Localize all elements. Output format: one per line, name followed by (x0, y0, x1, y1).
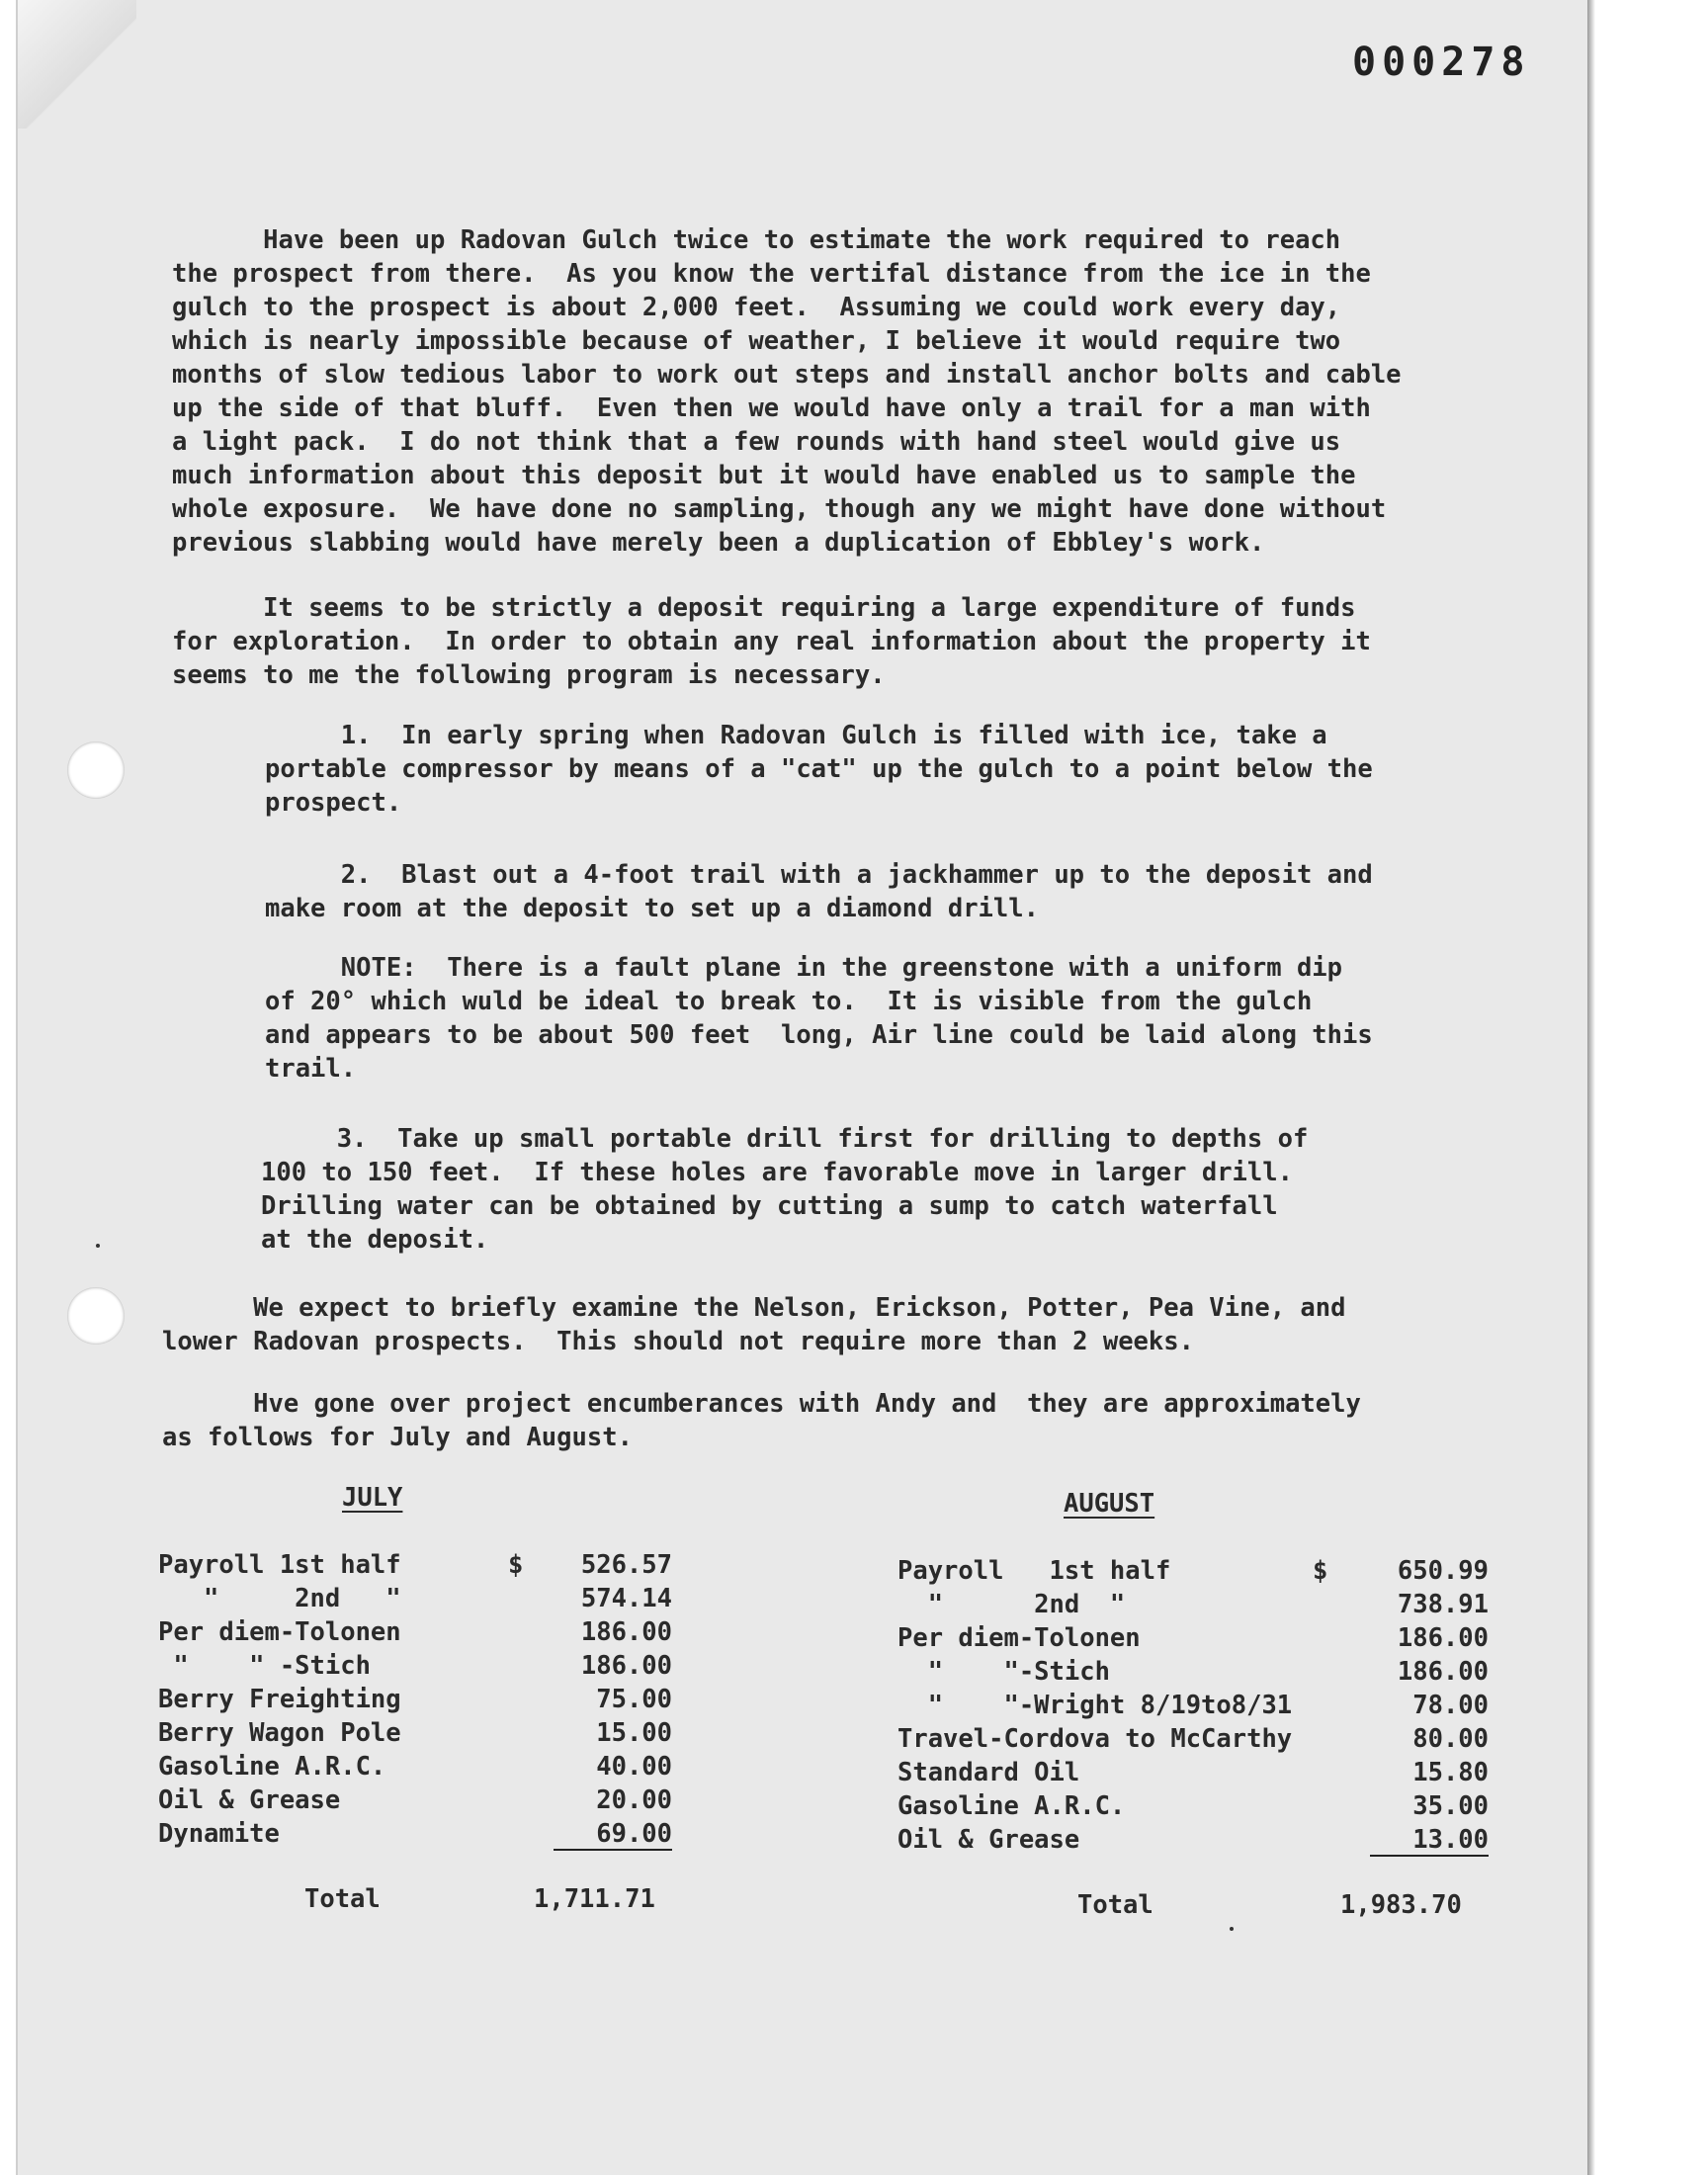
july-row-currency: $ (508, 1550, 524, 1580)
paragraph-gulch-estimate: Have been up Radovan Gulch twice to estimate the work required to reach the prospect from there. As you know the vertifal distance from the ice in the gulch to the prospect is about 2,000 feet. Assuming we could work every day, which is nearly impossible because of weather, I believe it would require two months of slow tedious labor to work out steps and install anchor bolts and cable up the side of that bluff. Even then we would have only a trail for a man with a light pack. I do not think that a few rounds with hand steel would give us much information about this deposit but it would have enabled us to sample the whole exposure. We have done no sampling, though any we might have done without previous slabbing would have merely been a duplication of Ebbley's work. (172, 225, 1402, 558)
punch-hole (67, 1287, 125, 1345)
august-row-label: " "-Wright 8/19to8/31 (897, 1691, 1293, 1720)
august-row-amount: 186.00 (1397, 1623, 1489, 1653)
august-row-amount: 15.80 (1412, 1758, 1489, 1787)
august-row-label: " 2nd " (897, 1590, 1126, 1619)
july-row-amount: 526.57 (580, 1550, 672, 1580)
august-total-label: Total (1077, 1890, 1153, 1920)
july-row-amount: 574.14 (580, 1584, 672, 1613)
program-item-3: 3. Take up small portable drill first for drilling to depths of 100 to 150 feet. If these holes are favorable move in larger drill. Drilling water can be obtained by cutting a sump to catch waterfall at the deposit. (261, 1124, 1309, 1255)
july-row-amount: 20.00 (596, 1785, 672, 1815)
august-row-label: Payroll 1st half (897, 1556, 1171, 1586)
july-row (158, 1651, 682, 1685)
august-row (897, 1623, 1498, 1657)
august-row-amount: 186.00 (1397, 1657, 1489, 1687)
august-row-amount: 78.00 (1412, 1691, 1489, 1720)
august-row (897, 1590, 1498, 1623)
august-row-amount: 650.99 (1397, 1556, 1489, 1586)
july-table (158, 1483, 692, 1938)
august-row-amount: 80.00 (1412, 1724, 1489, 1754)
august-row-label: Gasoline A.R.C. (897, 1791, 1126, 1821)
august-row (897, 1758, 1498, 1791)
july-row (158, 1752, 682, 1785)
august-row (897, 1825, 1498, 1859)
august-total-amount: 1,983.70 (1340, 1890, 1462, 1920)
july-row (158, 1584, 682, 1617)
july-row-label: Dynamite (158, 1819, 280, 1849)
august-row (897, 1724, 1498, 1758)
july-heading: JULY (342, 1483, 403, 1513)
july-row-label: " " -Stich (158, 1651, 371, 1681)
august-row-label: " "-Stich (897, 1657, 1110, 1687)
august-row-amount: 13.00 (1370, 1825, 1489, 1857)
ink-speck (96, 1244, 100, 1248)
july-row-amount: 15.00 (596, 1718, 672, 1748)
july-row-amount: 40.00 (596, 1752, 672, 1782)
july-row-amount: 75.00 (596, 1685, 672, 1714)
july-row-amount: 186.00 (580, 1617, 672, 1647)
august-row-amount: 738.91 (1397, 1590, 1489, 1619)
august-row-currency: $ (1313, 1556, 1328, 1586)
paragraph-deposit-program: It seems to be strictly a deposit requiring a large expenditure of funds for exploration. In order to obtain any real information about the property it seems to me the following program is necessary. (172, 593, 1371, 690)
july-row (158, 1685, 682, 1718)
program-item-1: 1. In early spring when Radovan Gulch is filled with ice, take a portable compressor by means of a "cat" up the gulch to a point below the prospect. (265, 721, 1373, 818)
july-row (158, 1617, 682, 1651)
punch-hole (67, 741, 125, 799)
july-row-label: Gasoline A.R.C. (158, 1752, 386, 1782)
august-row-label: Per diem-Tolonen (897, 1623, 1141, 1653)
july-row-label: Berry Wagon Pole (158, 1718, 401, 1748)
july-total-amount: 1,711.71 (534, 1884, 655, 1914)
july-row-amount: 186.00 (580, 1651, 672, 1681)
paragraph-prospects: We expect to briefly examine the Nelson, Erickson, Potter, Pea Vine, and lower Radovan prospects. This should not require more than 2 weeks. (162, 1293, 1346, 1356)
paragraph-encumberances: Hve gone over project encumberances with Andy and they are approximately as follows for July and August. (162, 1389, 1361, 1452)
august-heading: AUGUST (1064, 1489, 1155, 1519)
august-table (897, 1489, 1510, 1944)
july-row (158, 1819, 682, 1853)
july-row (158, 1785, 682, 1819)
program-item-2: 2. Blast out a 4-foot trail with a jackhammer up to the deposit and make room at the deposit to set up a diamond drill. (265, 860, 1373, 923)
july-row-amount: 69.00 (554, 1819, 672, 1851)
july-row-label: Oil & Grease (158, 1785, 341, 1815)
august-row-label: Travel-Cordova to McCarthy (897, 1724, 1293, 1754)
torn-corner (18, 0, 136, 129)
august-row (897, 1657, 1498, 1691)
program-note: NOTE: There is a fault plane in the greenstone with a uniform dip of 20° which wuld be ideal to break to. It is visible from the gulch and appears to be about 500 feet long, Air line could be laid along this trail. (265, 953, 1373, 1084)
july-row-label: Payroll 1st half (158, 1550, 401, 1580)
august-row (897, 1791, 1498, 1825)
july-total-label: Total (304, 1884, 381, 1914)
august-row (897, 1556, 1498, 1590)
august-row-label: Standard Oil (897, 1758, 1080, 1787)
july-row-label: " 2nd " (158, 1584, 401, 1613)
document-number: 000278 (1352, 40, 1531, 85)
july-row (158, 1550, 682, 1584)
july-row (158, 1718, 682, 1752)
july-row-label: Berry Freighting (158, 1685, 401, 1714)
july-row-label: Per diem-Tolonen (158, 1617, 401, 1647)
august-row-amount: 35.00 (1412, 1791, 1489, 1821)
august-row (897, 1691, 1498, 1724)
august-row-label: Oil & Grease (897, 1825, 1080, 1855)
